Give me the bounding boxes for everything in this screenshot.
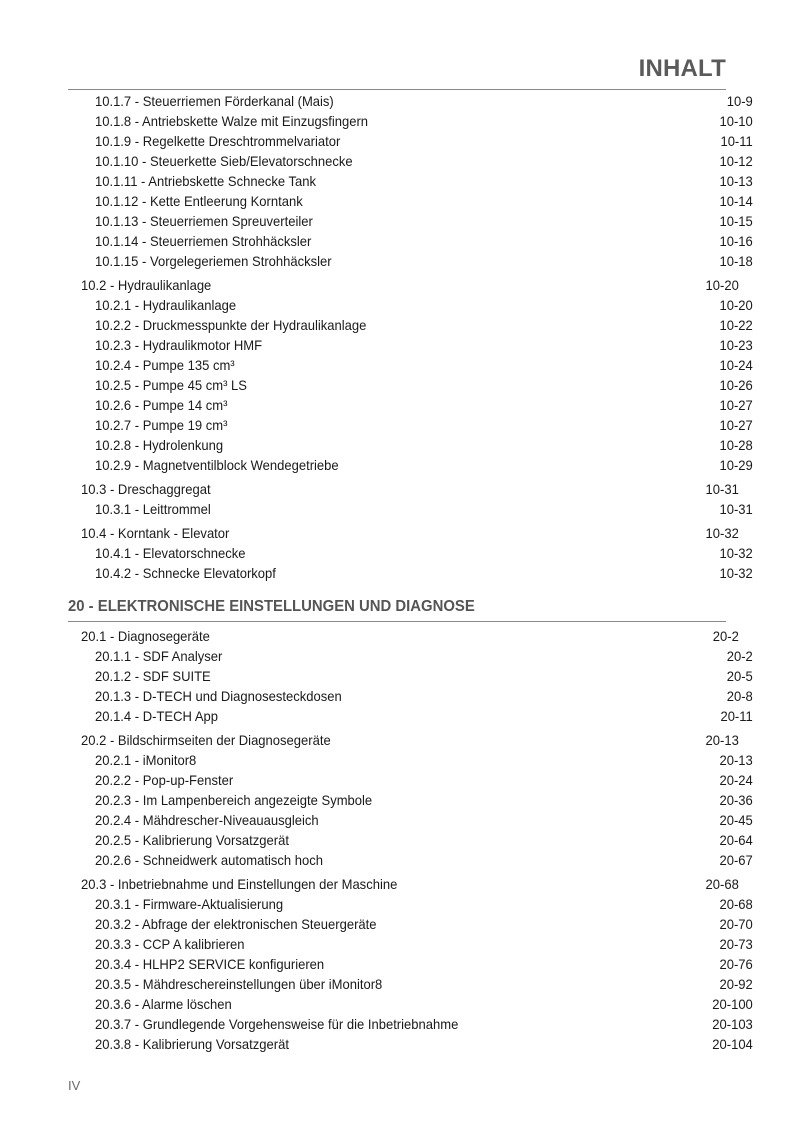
- toc-entry-label: 20.2.4 - Mähdrescher-Niveauausgleich: [94, 812, 319, 828]
- toc-subsection-entry[interactable]: [68, 563, 753, 583]
- title-divider: [68, 89, 726, 90]
- toc-entry-page: 20-2: [712, 628, 739, 644]
- toc-entry-label: 10.2.3 - Hydraulikmotor HMF: [94, 337, 263, 353]
- toc-entry-page: 20-67: [719, 852, 753, 868]
- toc-subsection-entry[interactable]: [68, 231, 753, 251]
- toc-entry-label: 20.1.2 - SDF SUITE: [94, 668, 211, 684]
- toc-entry-page: 10-32: [705, 525, 739, 541]
- toc-entry-label: 20.3.1 - Firmware-Aktualisierung: [94, 896, 284, 912]
- toc-subsection-entry[interactable]: [68, 934, 753, 954]
- toc-section-entry[interactable]: [68, 479, 739, 499]
- toc-subsection-entry[interactable]: [68, 295, 753, 315]
- toc-entry-label: 10.1.15 - Vorgelegeriemen Strohhäcksler: [94, 253, 332, 269]
- toc-entry-page: 20-68: [705, 876, 739, 892]
- toc-entry-label: 10.2.8 - Hydrolenkung: [94, 437, 224, 453]
- toc-entry-label: 10.1.10 - Steuerkette Sieb/Elevatorschnecke: [94, 153, 353, 169]
- toc-subsection-entry[interactable]: [68, 954, 753, 974]
- page-title: INHALT: [638, 55, 726, 82]
- toc-entry-page: 20-64: [719, 832, 753, 848]
- toc-entry-label: 20.2.6 - Schneidwerk automatisch hoch: [94, 852, 323, 868]
- toc-entry-page: 10-20: [705, 277, 739, 293]
- toc-entry-page: 10-11: [720, 133, 753, 149]
- toc-entry-label: 20.1.3 - D-TECH und Diagnosesteckdosen: [94, 688, 342, 704]
- toc-entry-label: 10.1.12 - Kette Entleerung Korntank: [94, 193, 303, 209]
- toc-subsection-entry[interactable]: [68, 315, 753, 335]
- toc-entry-page: 20-36: [719, 792, 753, 808]
- toc-subsection-entry[interactable]: [68, 335, 753, 355]
- toc-entry-label: 10.1.13 - Steuerriemen Spreuverteiler: [94, 213, 313, 229]
- page-number: IV: [68, 1078, 81, 1093]
- toc-entry-label: 10.4.1 - Elevatorschnecke: [94, 545, 246, 561]
- toc-subsection-entry[interactable]: [68, 111, 753, 131]
- toc-chapter-heading[interactable]: [68, 593, 726, 622]
- toc-entry-label: 10.1.9 - Regelkette Dreschtrommelvariator: [94, 133, 341, 149]
- toc-entry-label: 10.2.2 - Druckmesspunkte der Hydraulikanlage: [94, 317, 367, 333]
- toc-entry-page: 20-100: [712, 996, 753, 1012]
- toc-entry-page: 20-103: [712, 1016, 753, 1032]
- toc-section-entry[interactable]: [68, 730, 739, 750]
- toc-entry-page: 10-9: [726, 93, 753, 109]
- toc-entry-page: 20-73: [719, 936, 753, 952]
- toc-subsection-entry[interactable]: [68, 666, 753, 686]
- toc-subsection-entry[interactable]: [68, 211, 753, 231]
- toc-chapter-label: 20 - ELEKTRONISCHE EINSTELLUNGEN UND DIAGNOSE: [68, 598, 475, 615]
- toc-entry-label: 10.3.1 - Leittrommel: [94, 501, 211, 517]
- toc-subsection-entry[interactable]: [68, 151, 753, 171]
- toc-subsection-entry[interactable]: [68, 686, 753, 706]
- toc-entry-page: 10-10: [719, 113, 753, 129]
- toc-subsection-entry[interactable]: [68, 375, 753, 395]
- toc-subsection-entry[interactable]: [68, 790, 753, 810]
- toc-entry-page: 10-12: [719, 153, 753, 169]
- toc-entry-page: 10-24: [719, 357, 753, 373]
- toc-entry-label: 20.2.2 - Pop-up-Fenster: [94, 772, 234, 788]
- toc-entry-page: 10-31: [719, 501, 753, 517]
- toc-entry-label: 10.2.7 - Pumpe 19 cm³: [94, 417, 228, 433]
- toc-entry-page: 20-11: [720, 708, 753, 724]
- toc-entry-page: 10-27: [719, 417, 753, 433]
- toc-entry-label: 20.3.8 - Kalibrierung Vorsatzgerät: [94, 1036, 289, 1052]
- toc-subsection-entry[interactable]: [68, 131, 753, 151]
- toc-entry-page: 20-5: [726, 668, 753, 684]
- toc-section-entry[interactable]: [68, 523, 739, 543]
- toc-entry-label: 20.2.3 - Im Lampenbereich angezeigte Symbole: [94, 792, 373, 808]
- toc-entry-page: 20-24: [719, 772, 753, 788]
- toc-entry-page: 10-20: [719, 297, 753, 313]
- toc-subsection-entry[interactable]: [68, 395, 753, 415]
- toc-entry-label: 20.1.1 - SDF Analyser: [94, 648, 223, 664]
- toc-entry-page: 10-27: [719, 397, 753, 413]
- toc-entry-label: 10.1.8 - Antriebskette Walze mit Einzugsfingern: [94, 113, 369, 129]
- toc-entry-label: 20.3.7 - Grundlegende Vorgehensweise für die Inbetriebnahme: [94, 1016, 459, 1032]
- toc-entry-label: 10.1.11 - Antriebskette Schnecke Tank: [94, 173, 316, 189]
- toc-entry-label: 10.1.7 - Steuerriemen Förderkanal (Mais): [94, 93, 334, 109]
- toc-subsection-entry[interactable]: [68, 894, 753, 914]
- toc-entry-page: 10-23: [719, 337, 753, 353]
- toc-entry-page: 10-32: [719, 565, 753, 581]
- toc-entry-page: 10-13: [719, 173, 753, 189]
- toc-entry-page: 10-28: [719, 437, 753, 453]
- toc-subsection-entry[interactable]: [68, 543, 753, 563]
- toc-subsection-entry[interactable]: [68, 455, 753, 475]
- toc-entry-page: 20-68: [719, 896, 753, 912]
- toc-subsection-entry[interactable]: [68, 850, 753, 870]
- toc-entry-label: 20.1.4 - D-TECH App: [94, 708, 218, 724]
- toc-entry-page: 10-29: [719, 457, 753, 473]
- toc-entry-label: 10.2.9 - Magnetventilblock Wendegetriebe: [94, 457, 339, 473]
- toc-entry-page: 10-26: [719, 377, 753, 393]
- toc-subsection-entry[interactable]: [68, 974, 753, 994]
- toc-subsection-entry[interactable]: [68, 646, 753, 666]
- toc-subsection-entry[interactable]: [68, 1034, 753, 1054]
- toc-entry-label: 20.3.6 - Alarme löschen: [94, 996, 232, 1012]
- toc-section-entry[interactable]: [68, 626, 739, 646]
- toc-entry-page: 10-32: [719, 545, 753, 561]
- toc-subsection-entry[interactable]: [68, 171, 753, 191]
- toc-entry-label: 20.3 - Inbetriebnahme und Einstellungen der Maschine: [81, 876, 398, 892]
- toc-subsection-entry[interactable]: [68, 994, 753, 1014]
- toc-subsection-entry[interactable]: [68, 830, 753, 850]
- toc-entry-page: 10-14: [719, 193, 753, 209]
- toc-entry-label: 20.2.1 - iMonitor8: [94, 752, 197, 768]
- toc-entry-page: 10-18: [719, 253, 753, 269]
- toc-entry-label: 10.3 - Dreschaggregat: [81, 481, 211, 497]
- toc-subsection-entry[interactable]: [68, 355, 753, 375]
- toc-entry-page: 20-70: [719, 916, 753, 932]
- toc-subsection-entry[interactable]: [68, 91, 753, 111]
- toc-entry-label: 20.2.5 - Kalibrierung Vorsatzgerät: [94, 832, 289, 848]
- toc-subsection-entry[interactable]: [68, 499, 753, 519]
- toc-entry-label: 20.1 - Diagnosegeräte: [81, 628, 210, 644]
- toc-subsection-entry[interactable]: [68, 191, 753, 211]
- toc-entry-page: 20-2: [726, 648, 753, 664]
- toc-subsection-entry[interactable]: [68, 1014, 753, 1034]
- toc-entry-page: 20-76: [719, 956, 753, 972]
- toc-entry-label: 20.3.2 - Abfrage der elektronischen Steuergeräte: [94, 916, 377, 932]
- toc-entry-label: 10.4.2 - Schnecke Elevatorkopf: [94, 565, 276, 581]
- toc-entry-label: 20.3.5 - Mähdreschereinstellungen über iMonitor8: [94, 976, 383, 992]
- toc-subsection-entry[interactable]: [68, 750, 753, 770]
- table-of-contents: [68, 91, 753, 1054]
- toc-entry-page: 20-92: [719, 976, 753, 992]
- toc-entry-label: 20.3.3 - CCP A kalibrieren: [94, 936, 245, 952]
- toc-entry-page: 20-8: [726, 688, 753, 704]
- toc-subsection-entry[interactable]: [68, 706, 753, 726]
- toc-entry-page: 10-22: [719, 317, 753, 333]
- toc-entry-page: 20-104: [712, 1036, 753, 1052]
- toc-subsection-entry[interactable]: [68, 914, 753, 934]
- toc-subsection-entry[interactable]: [68, 435, 753, 455]
- toc-entry-label: 10.2.4 - Pumpe 135 cm³: [94, 357, 235, 373]
- toc-entry-label: 10.2 - Hydraulikanlage: [81, 277, 212, 293]
- toc-entry-page: 20-45: [719, 812, 753, 828]
- toc-entry-label: 10.2.6 - Pumpe 14 cm³: [94, 397, 228, 413]
- toc-entry-label: 10.4 - Korntank - Elevator: [81, 525, 230, 541]
- toc-entry-page: 10-16: [719, 233, 753, 249]
- toc-entry-label: 10.1.14 - Steuerriemen Strohhäcksler: [94, 233, 312, 249]
- toc-section-entry[interactable]: [68, 275, 739, 295]
- toc-entry-label: 10.2.1 - Hydraulikanlage: [94, 297, 237, 313]
- toc-entry-label: 20.3.4 - HLHP2 SERVICE konfigurieren: [94, 956, 325, 972]
- toc-section-entry[interactable]: [68, 874, 739, 894]
- toc-entry-page: 10-15: [719, 213, 753, 229]
- toc-entry-page: 20-13: [719, 752, 753, 768]
- toc-entry-page: 10-31: [705, 481, 739, 497]
- toc-entry-label: 10.2.5 - Pumpe 45 cm³ LS: [94, 377, 247, 393]
- toc-subsection-entry[interactable]: [68, 770, 753, 790]
- toc-subsection-entry[interactable]: [68, 415, 753, 435]
- toc-subsection-entry[interactable]: [68, 251, 753, 271]
- toc-entry-page: 20-13: [705, 732, 739, 748]
- toc-subsection-entry[interactable]: [68, 810, 753, 830]
- toc-entry-label: 20.2 - Bildschirmseiten der Diagnosegeräte: [81, 732, 331, 748]
